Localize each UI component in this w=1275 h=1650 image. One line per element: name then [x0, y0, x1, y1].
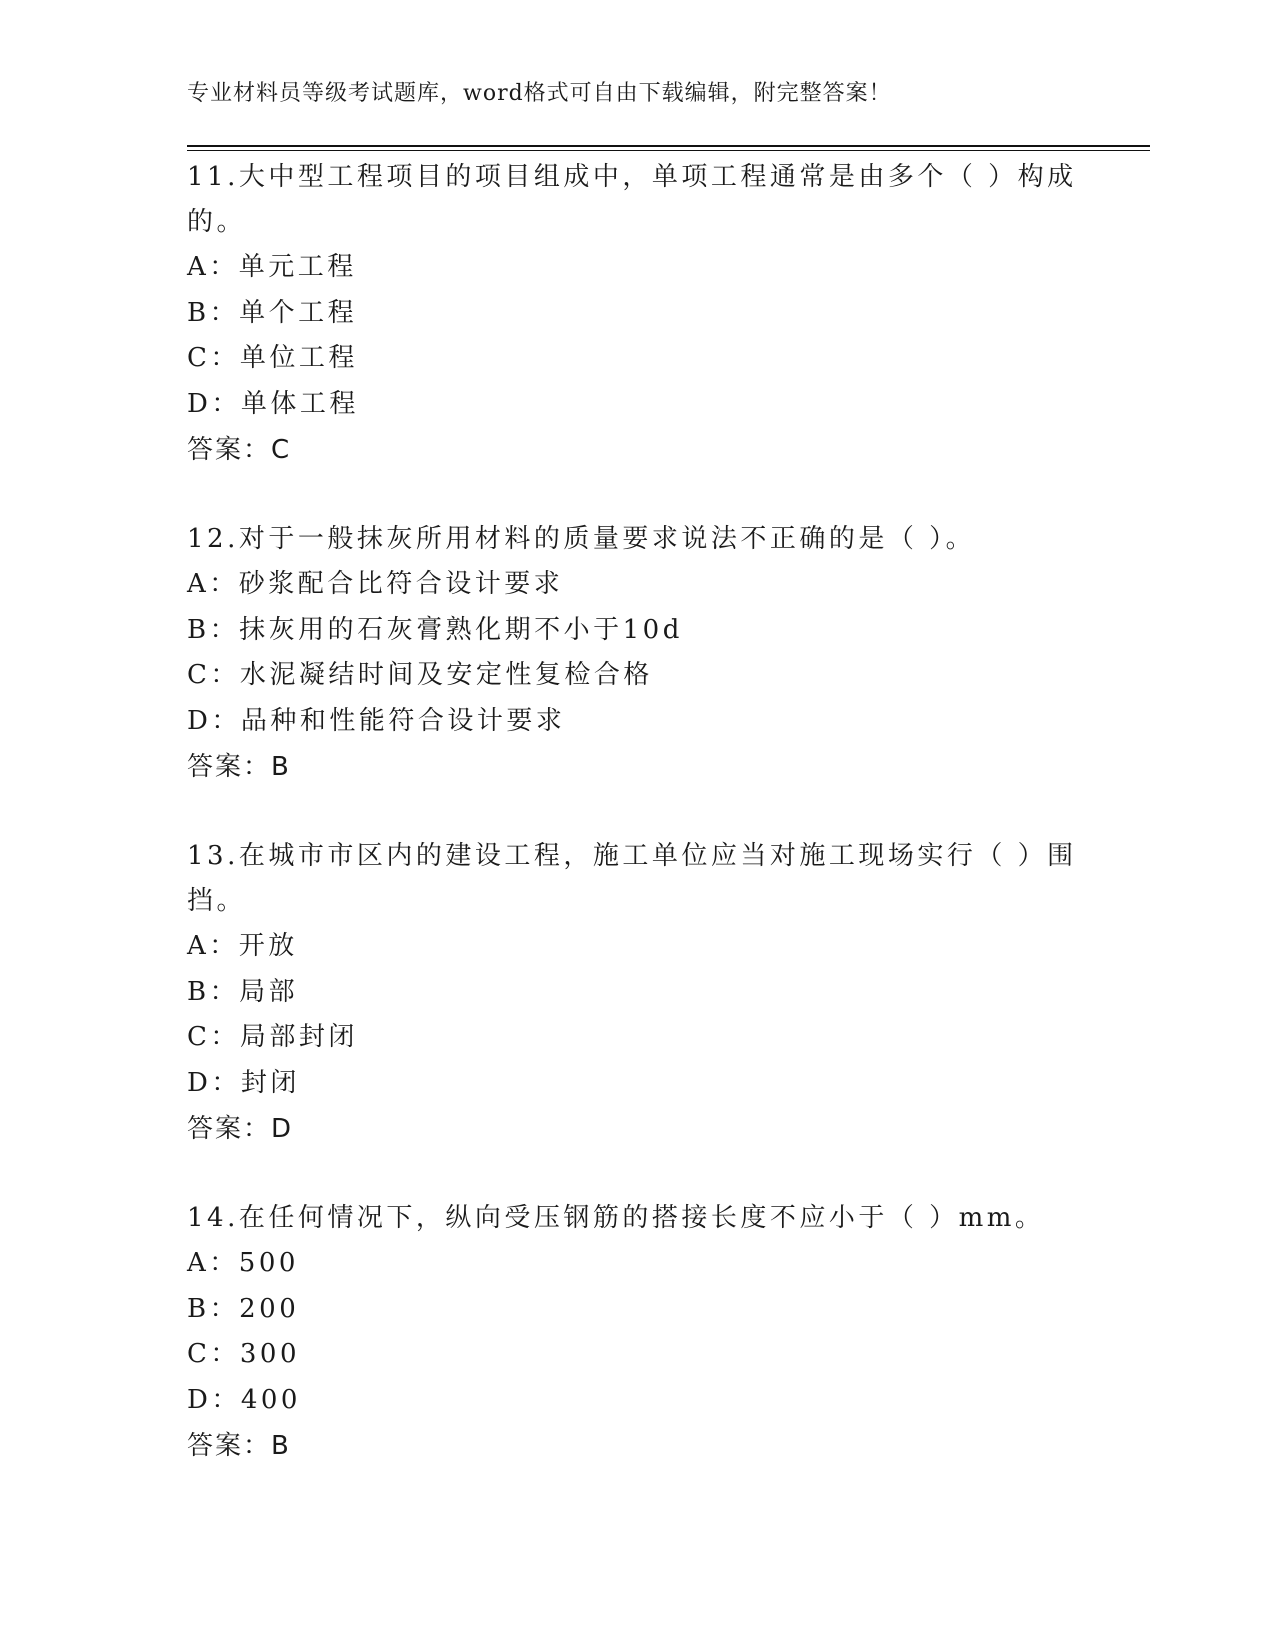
option-a: A：砂浆配合比符合设计要求	[187, 569, 564, 599]
question-stem: 13.在城市市区内的建设工程，施工单位应当对施工现场实行（ ）围挡。	[187, 841, 1077, 916]
question-11	[187, 155, 1087, 473]
option-a: A：单元工程	[187, 252, 357, 282]
answer-value: B	[271, 752, 291, 782]
option-c: C：单位工程	[187, 343, 358, 373]
answer-value: C	[271, 435, 292, 465]
option-d: D：单体工程	[187, 388, 359, 419]
question-14	[187, 1196, 1087, 1469]
answer-value: D	[271, 1114, 294, 1144]
question-stem: 14.在任何情况下，纵向受压钢筋的搭接长度不应小于（ ）mm。	[187, 1203, 1045, 1233]
option-d: D：品种和性能符合设计要求	[187, 705, 566, 736]
question-stem: 12.对于一般抹灰所用材料的质量要求说法不正确的是（ ）。	[187, 524, 976, 554]
answer-label: 答案：	[187, 752, 272, 782]
question-list	[187, 155, 1087, 1469]
question-13	[187, 834, 1087, 1152]
question-gap	[187, 1152, 1087, 1196]
option-a: A：500	[187, 1248, 299, 1278]
option-b: B：局部	[187, 976, 299, 1007]
answer-label: 答案：	[187, 1431, 272, 1461]
question-gap	[187, 790, 1087, 834]
option-c: C：300	[187, 1339, 301, 1369]
option-d: D：400	[187, 1384, 301, 1415]
header-divider	[187, 145, 1150, 151]
document-header: 专业材料员等级考试题库，word格式可自由下载编辑，附完整答案！	[187, 81, 892, 106]
answer-label: 答案：	[187, 435, 272, 465]
answer-label: 答案：	[187, 1114, 272, 1144]
answer-value: B	[271, 1431, 291, 1461]
answer-line	[187, 744, 1087, 790]
answer-line	[187, 1423, 1087, 1469]
option-d: D：封闭	[187, 1067, 300, 1098]
option-b: B：单个工程	[187, 297, 358, 328]
option-b: B：抹灰用的石灰膏熟化期不小于10d	[187, 614, 683, 645]
answer-line	[187, 427, 1087, 473]
question-12	[187, 517, 1087, 790]
answer-line	[187, 1106, 1087, 1152]
option-b: B：200	[187, 1293, 300, 1324]
option-c: C：局部封闭	[187, 1022, 358, 1052]
question-gap	[187, 473, 1087, 517]
question-stem: 11.大中型工程项目的项目组成中，单项工程通常是由多个（ ）构成的。	[187, 162, 1077, 237]
option-c: C：水泥凝结时间及安定性复检合格	[187, 660, 653, 690]
option-a: A：开放	[187, 931, 298, 961]
